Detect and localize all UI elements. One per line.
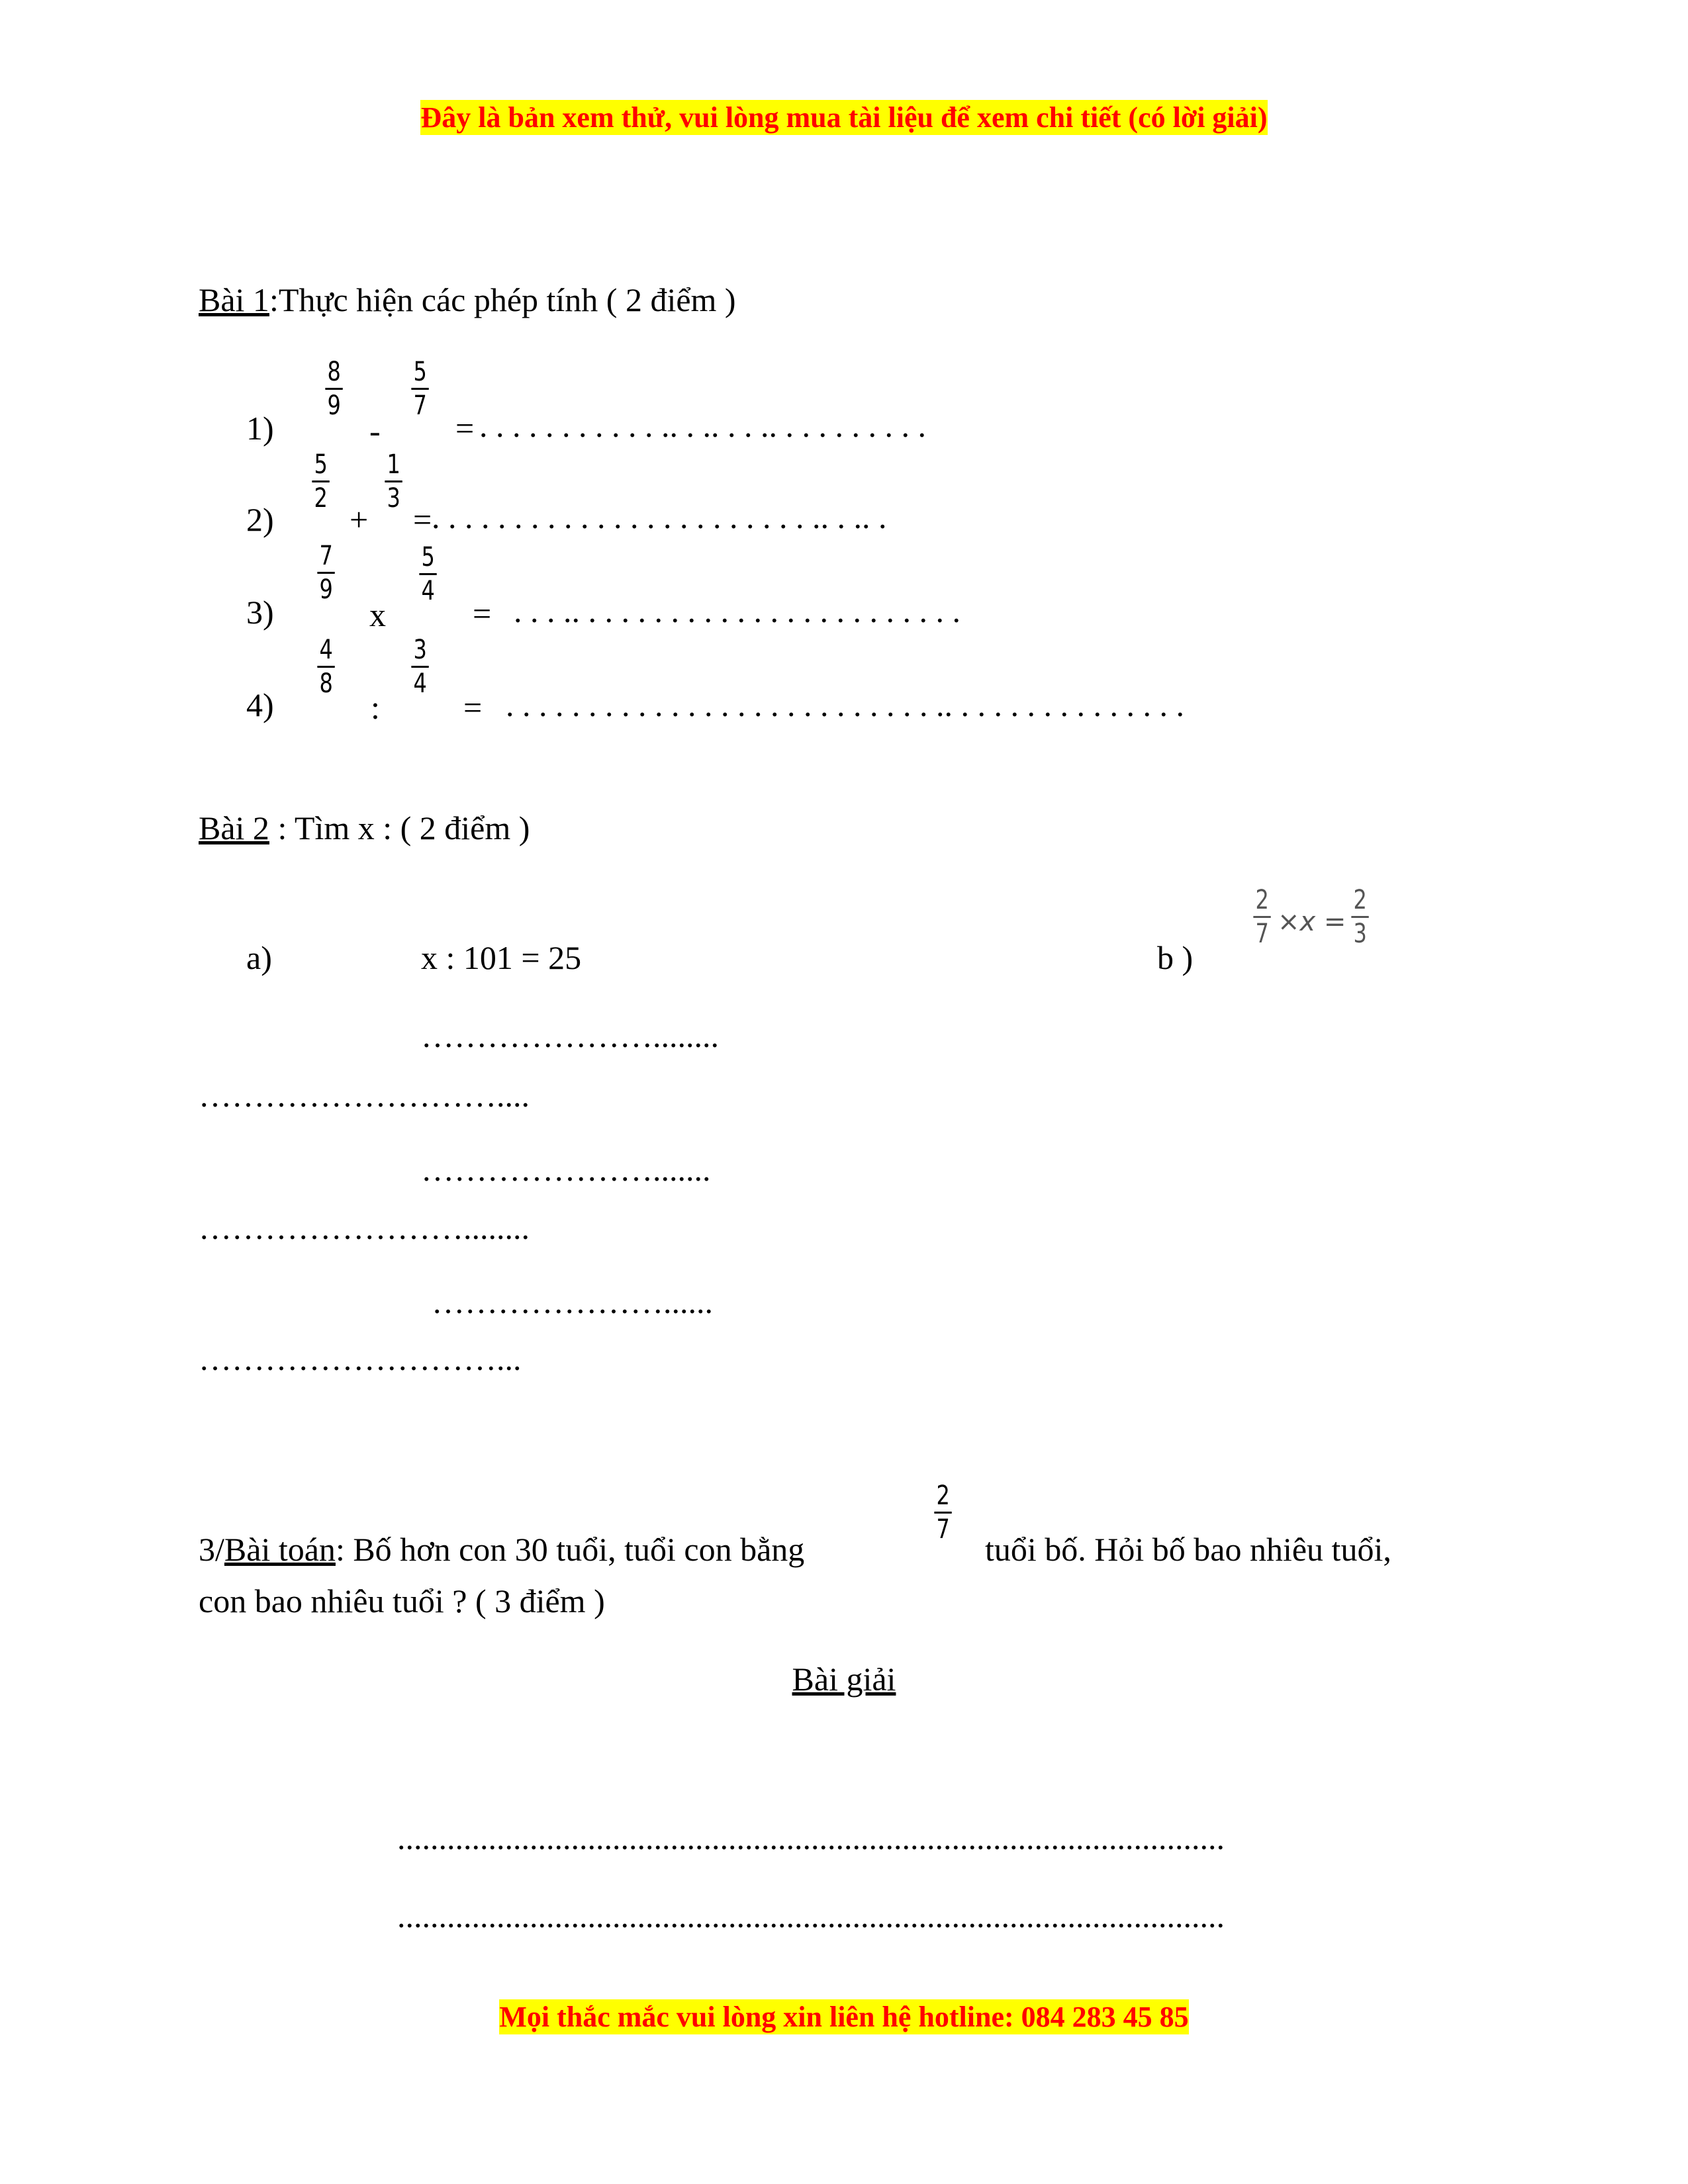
numerator: 4 — [317, 637, 335, 668]
numerator: 2 — [934, 1482, 952, 1514]
denominator: 4 — [421, 576, 435, 606]
operator: - — [369, 412, 381, 449]
hotline-banner — [0, 2000, 1688, 2034]
equals-sign: = — [455, 410, 475, 447]
numerator: 5 — [419, 544, 437, 575]
bai2-part-b-label: b ) — [1157, 939, 1194, 976]
fraction — [317, 637, 335, 697]
bai1-title-rest: :Thực hiện các phép tính ( 2 điểm ) — [269, 281, 736, 318]
operator: + — [350, 501, 369, 538]
item-number: 3) — [246, 594, 274, 631]
equals-sign: = — [413, 501, 432, 538]
numerator: 2 — [1253, 887, 1271, 918]
bai3-prefix: 3/ — [199, 1531, 224, 1568]
denominator: 3 — [387, 483, 400, 514]
dot-line: …………………........ — [421, 1017, 719, 1054]
fraction — [1253, 887, 1271, 947]
denominator: 9 — [319, 574, 333, 605]
answer-line: .................................................................................................... — [397, 1819, 1225, 1856]
bai3-line1-start — [199, 1533, 804, 1566]
numerator: 5 — [312, 451, 330, 482]
numerator: 5 — [411, 359, 429, 390]
fraction — [1351, 887, 1369, 947]
numerator: 1 — [385, 451, 402, 482]
hotline-text: Mọi thắc mắc vui lòng xin liên hệ hotline: 084 283 45 85 — [499, 2001, 1189, 2033]
bai3-label: Bài toán — [224, 1531, 336, 1568]
numerator: 7 — [317, 543, 335, 574]
fraction — [411, 359, 429, 419]
fraction — [419, 544, 437, 604]
item-number: 2) — [246, 501, 274, 538]
fraction — [385, 451, 402, 512]
bai2-label: Bài 2 — [199, 809, 269, 846]
answer-dots: . . . . . . . . . . . . . . . . . . . . . . . .. . .. . — [432, 498, 887, 535]
denominator: 4 — [413, 668, 427, 699]
answer-dots: . . . . . . . . . . . . . . . . . . . . . . . . . . .. . . . . . . . . . . . . . . — [506, 686, 1184, 723]
numerator: 8 — [325, 359, 343, 390]
dot-line: …………………...... — [432, 1283, 713, 1320]
bai3-line2: con bao nhiêu tuổi ? ( 3 điểm ) — [199, 1582, 605, 1619]
fraction — [312, 451, 330, 512]
fraction — [317, 543, 335, 603]
solution-title-text: Bài giải — [792, 1661, 896, 1698]
denominator: 7 — [1255, 919, 1269, 949]
item-number: 4) — [246, 686, 274, 723]
bai2-part-a-equation: x : 101 = 25 — [421, 939, 582, 976]
dot-line: ……………………........ — [199, 1209, 530, 1246]
bai2-part-a-label: a) — [246, 939, 272, 976]
equals-sign: = — [463, 689, 483, 726]
denominator: 2 — [314, 483, 328, 514]
numerator: 2 — [1351, 887, 1369, 918]
denominator: 3 — [1353, 919, 1367, 949]
bai3-fraction — [934, 1482, 952, 1543]
solution-title — [0, 1662, 1688, 1696]
operator: x — [369, 596, 386, 633]
dot-line: ……………………….... — [199, 1077, 530, 1114]
bai3-text-before: : Bố hơn con 30 tuổi, tuổi con bằng — [335, 1531, 805, 1568]
preview-notice-text: Đây là bản xem thử, vui lòng mua tài liệu để xem chi tiết (có lời giải) — [420, 101, 1268, 134]
answer-dots: . . . .. . . . . . . . . . . . . . . . . . . . . . . . — [514, 592, 961, 629]
bai1-label: Bài 1 — [199, 281, 269, 318]
dot-line: …………………....... — [421, 1151, 711, 1188]
answer-line: .................................................................................................... — [397, 1897, 1225, 1934]
denominator: 7 — [413, 390, 427, 421]
equals-sign: = — [473, 595, 492, 632]
item-number: 1) — [246, 410, 274, 447]
dot-line: ………………………... — [199, 1340, 522, 1377]
preview-notice-banner — [0, 101, 1688, 134]
answer-dots: . . . . . . . . . . . .. . .. . . .. . . . . . . . . . — [479, 407, 926, 444]
denominator: 7 — [936, 1514, 950, 1545]
bai2-title-rest: : Tìm x : ( 2 điểm ) — [269, 809, 530, 846]
bai3-text-after: tuổi bố. Hỏi bố bao nhiêu tuổi, — [985, 1531, 1391, 1568]
operator: : — [371, 689, 380, 726]
bai2-title — [199, 811, 530, 844]
equation-middle: ×x = — [1278, 907, 1346, 937]
fraction — [411, 637, 429, 697]
bai1-title — [199, 283, 736, 316]
denominator: 8 — [319, 668, 333, 699]
fraction — [325, 359, 343, 419]
denominator: 9 — [327, 390, 341, 421]
numerator: 3 — [411, 637, 429, 668]
